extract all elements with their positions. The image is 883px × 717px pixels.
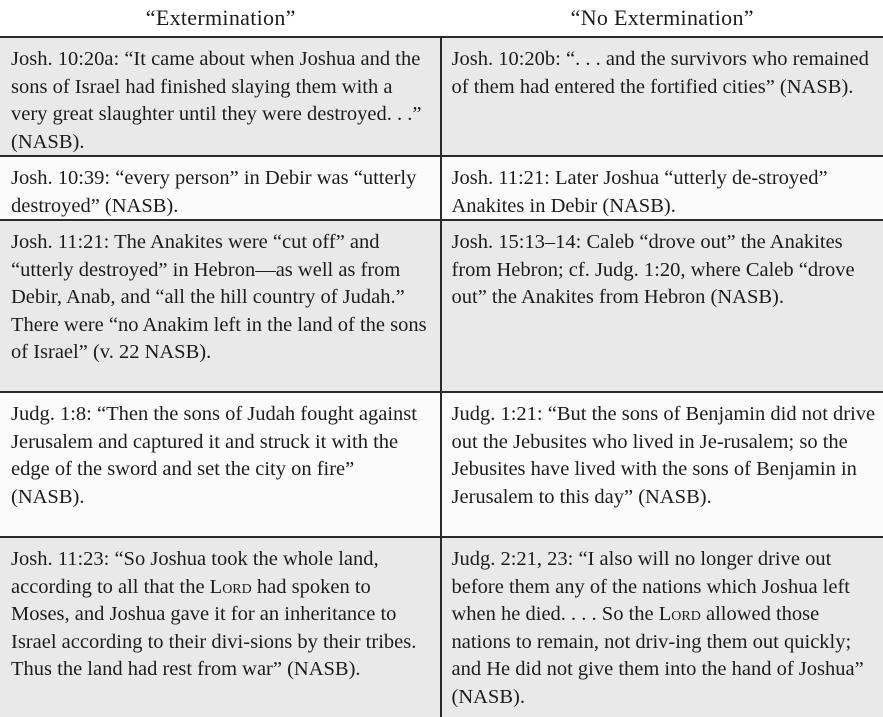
header-no-extermination: “No Extermination”: [442, 0, 883, 36]
table-row: [0, 538, 883, 717]
header-extermination: “Extermination”: [0, 0, 442, 36]
no-extermination-cell: Josh. 10:20b: “. . . and the survivors who remained of them had entered the fortified cities” (NASB).: [442, 38, 883, 155]
small-caps-lord: Lord: [659, 603, 701, 625]
extermination-cell: Judg. 1:8: “Then the sons of Judah fought against Jerusalem and captured it and struck it with the edge of the sword and set the city on fire” (NASB).: [0, 393, 442, 536]
no-extermination-cell: Judg. 1:21: “But the sons of Benjamin did not drive out the Jebusites who lived in Je-rusalem; so the Jebusites have lived with the sons of Benjamin in Jerusalem to this day” (NASB).: [442, 393, 883, 536]
table-row: [0, 221, 883, 391]
table-row: [0, 38, 883, 155]
extermination-cell: Josh. 10:20a: “It came about when Joshua and the sons of Israel had finished slaying them with a very great slaughter until they were destroyed. . .” (NASB).: [0, 38, 442, 155]
no-extermination-cell: Josh. 11:21: Later Joshua “utterly de-stroyed” Anakites in Debir (NASB).: [442, 157, 883, 219]
table-row: [0, 393, 883, 536]
table-row: [0, 157, 883, 219]
no-extermination-cell: Josh. 15:13–14: Caleb “drove out” the Anakites from Hebron; cf. Judg. 1:20, where Caleb “drove out” the Anakites from Hebron (NASB).: [442, 221, 883, 391]
table-header: [0, 0, 883, 38]
small-caps-lord: Lord: [210, 576, 252, 598]
extermination-cell: Josh. 10:39: “every person” in Debir was “utterly destroyed” (NASB).: [0, 157, 442, 219]
no-extermination-cell: Judg. 2:21, 23: “I also will no longer drive out before them any of the nations which Joshua left when he died. . . . So the Lord allowed those nations to remain, not driv-ing them out quickly; and He did not give them into the hand of Joshua” (NASB).: [442, 538, 883, 717]
extermination-cell: Josh. 11:21: The Anakites were “cut off” and “utterly destroyed” in Hebron—as well as from Debir, Anab, and “all the hill country of Judah.” There were “no Anakim left in the land of the sons of Israel” (v. 22 NASB).: [0, 221, 442, 391]
extermination-cell: Josh. 11:23: “So Joshua took the whole land, according to all that the Lord had spoken to Moses, and Joshua gave it for an inheritance to Israel according to their divi-sions by their tribes. Thus the land had rest from war” (NASB).: [0, 538, 442, 717]
